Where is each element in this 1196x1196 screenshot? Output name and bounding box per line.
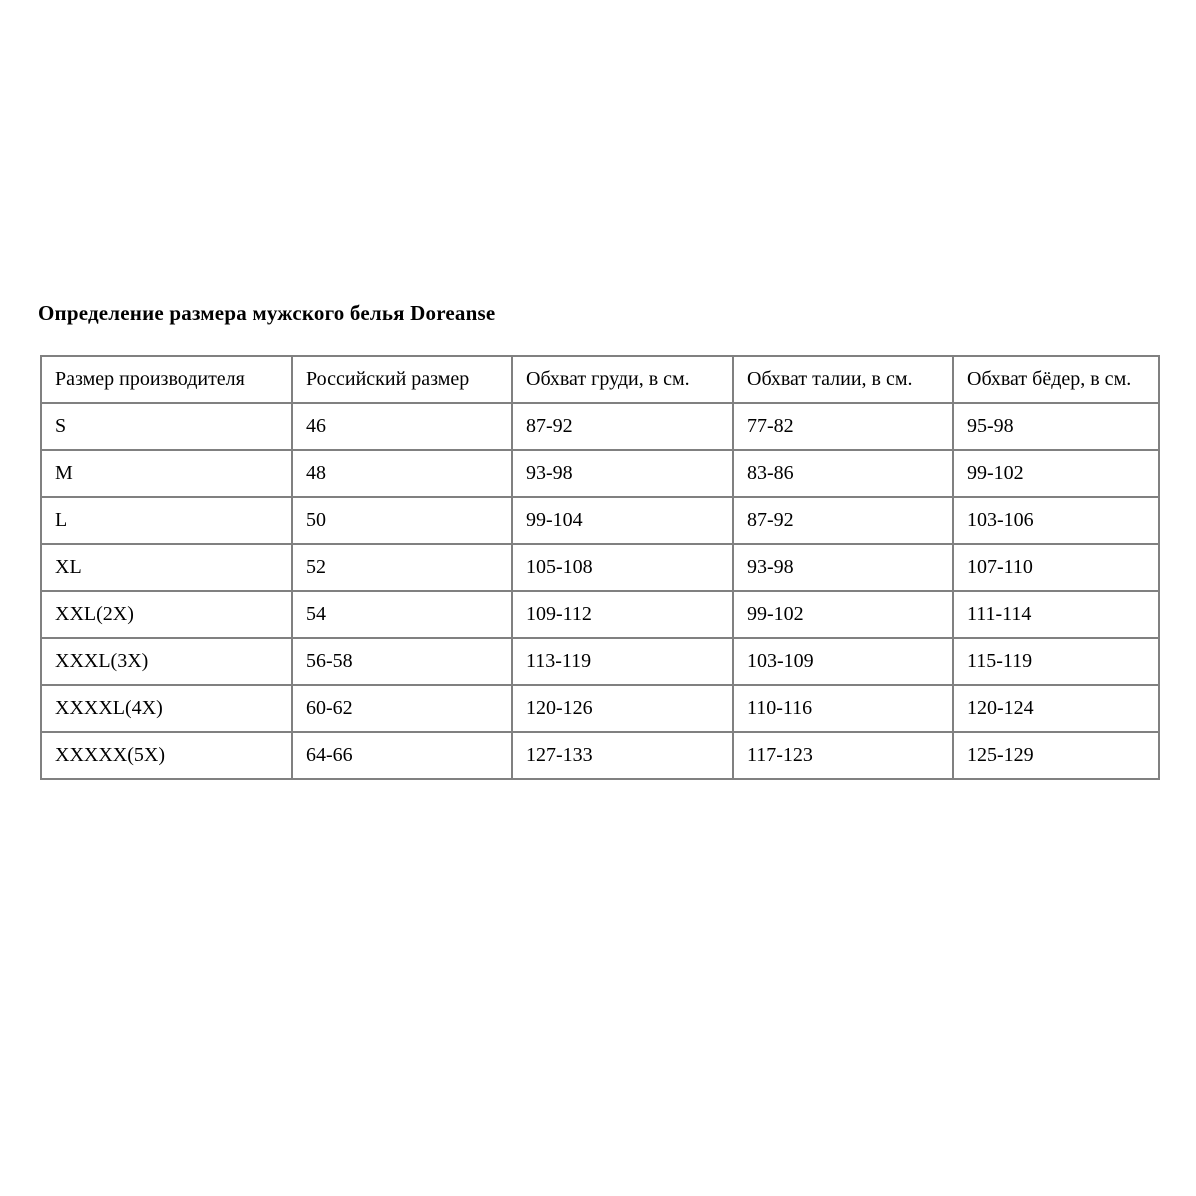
table-cell: 103-106 xyxy=(953,497,1159,544)
table-cell: 117-123 xyxy=(733,732,953,779)
table-cell: 93-98 xyxy=(512,450,733,497)
table-cell: 50 xyxy=(292,497,512,544)
table-cell: XXXL(3X) xyxy=(41,638,292,685)
table-cell: 48 xyxy=(292,450,512,497)
table-cell: 99-102 xyxy=(953,450,1159,497)
table-row xyxy=(41,403,1159,450)
table-row xyxy=(41,591,1159,638)
table-cell: 110-116 xyxy=(733,685,953,732)
table-cell: L xyxy=(41,497,292,544)
column-header-waist: Обхват талии, в см. xyxy=(733,356,953,403)
table-row xyxy=(41,685,1159,732)
table-cell: XXXXL(4X) xyxy=(41,685,292,732)
table-cell: 99-104 xyxy=(512,497,733,544)
table-cell: 103-109 xyxy=(733,638,953,685)
column-header-chest: Обхват груди, в см. xyxy=(512,356,733,403)
table-cell: 120-126 xyxy=(512,685,733,732)
column-header-hips: Обхват бёдер, в см. xyxy=(953,356,1159,403)
table-cell: 64-66 xyxy=(292,732,512,779)
table-cell: XXXXX(5X) xyxy=(41,732,292,779)
table-cell: 127-133 xyxy=(512,732,733,779)
table-cell: XL xyxy=(41,544,292,591)
table-cell: 56-58 xyxy=(292,638,512,685)
table-cell: S xyxy=(41,403,292,450)
table-cell: 77-82 xyxy=(733,403,953,450)
size-chart-table xyxy=(40,355,1160,780)
table-header-row xyxy=(41,356,1159,403)
table-cell: XXL(2X) xyxy=(41,591,292,638)
table-cell: 99-102 xyxy=(733,591,953,638)
table-row xyxy=(41,732,1159,779)
table-cell: 83-86 xyxy=(733,450,953,497)
table-cell: 115-119 xyxy=(953,638,1159,685)
table-row xyxy=(41,544,1159,591)
table-cell: 120-124 xyxy=(953,685,1159,732)
table-cell: 105-108 xyxy=(512,544,733,591)
table-row xyxy=(41,638,1159,685)
table-cell: M xyxy=(41,450,292,497)
column-header-manufacturer-size: Размер производителя xyxy=(41,356,292,403)
table-cell: 87-92 xyxy=(512,403,733,450)
table-cell: 54 xyxy=(292,591,512,638)
table-row xyxy=(41,450,1159,497)
table-cell: 52 xyxy=(292,544,512,591)
table-cell: 60-62 xyxy=(292,685,512,732)
table-cell: 111-114 xyxy=(953,591,1159,638)
column-header-russian-size: Российский размер xyxy=(292,356,512,403)
table-cell: 107-110 xyxy=(953,544,1159,591)
table-cell: 87-92 xyxy=(733,497,953,544)
table-cell: 113-119 xyxy=(512,638,733,685)
table-cell: 109-112 xyxy=(512,591,733,638)
table-cell: 46 xyxy=(292,403,512,450)
table-cell: 93-98 xyxy=(733,544,953,591)
page-title: Определение размера мужского белья Doreanse xyxy=(38,301,496,325)
table-row xyxy=(41,497,1159,544)
table-cell: 125-129 xyxy=(953,732,1159,779)
table-cell: 95-98 xyxy=(953,403,1159,450)
